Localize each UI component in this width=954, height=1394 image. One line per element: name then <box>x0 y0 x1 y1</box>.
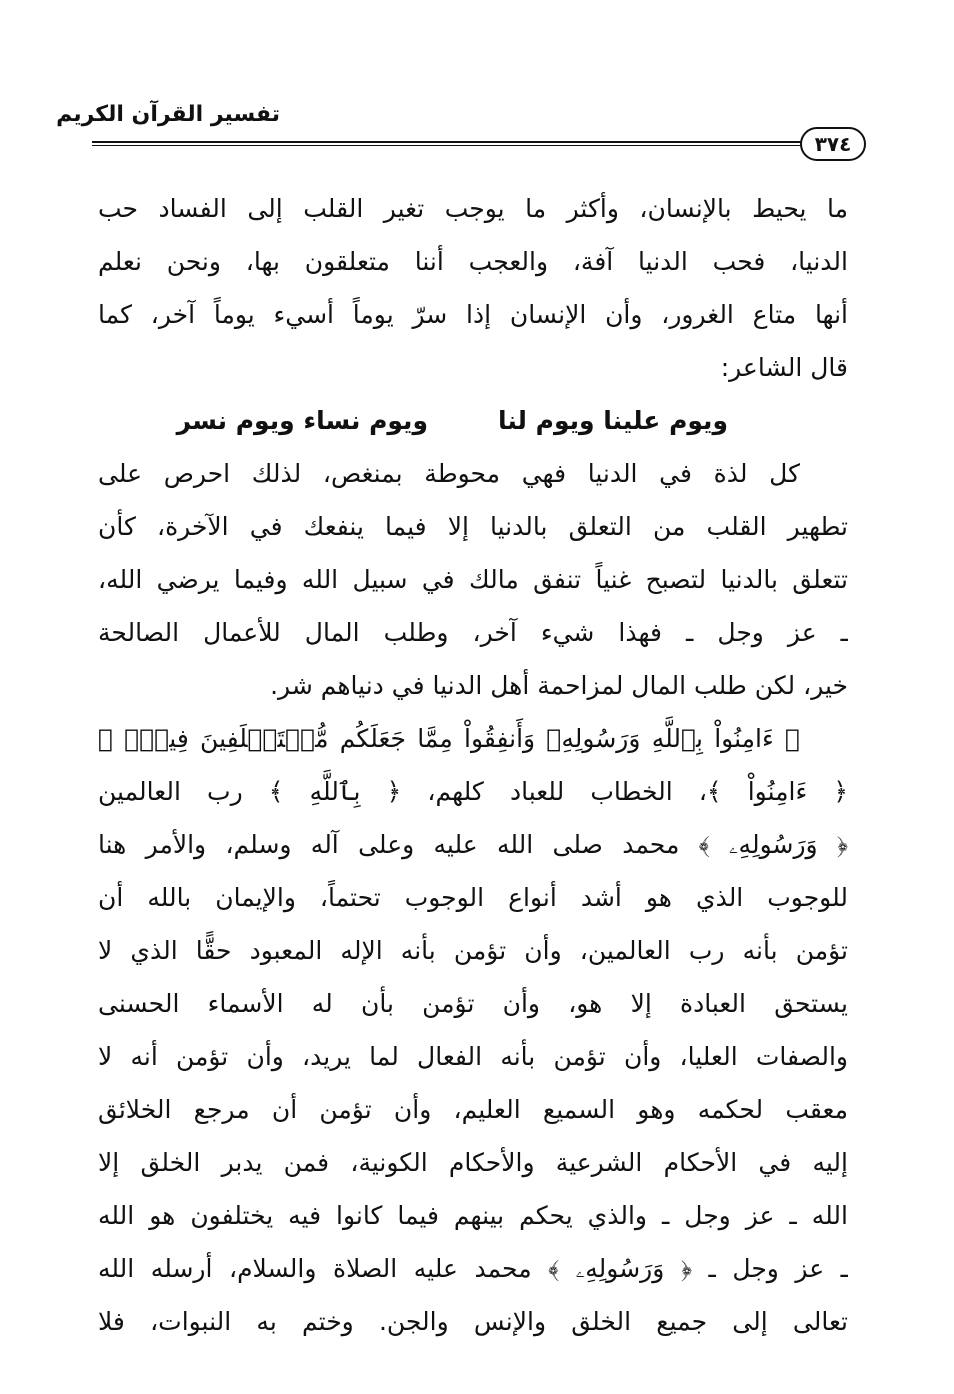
text-line: خير، لكن طلب المال لمزاحمة أهل الدنيا في دنياهم شر. <box>270 671 848 700</box>
text-line: تعالى إلى جميع الخلق والإنس والجن. وختم به النبوات، فلا <box>98 1307 848 1336</box>
text-line: ـ عز وجل ـ فهذا شيء آخر، وطلب المال للأعمال الصالحة <box>98 618 848 647</box>
header-rule <box>92 141 807 146</box>
text-line: أنها متاع الغرور، وأن الإنسان إذا سرّ يوماً أسيء يوماً آخر، كما <box>98 300 848 329</box>
text-line: ما يحيط بالإنسان، وأكثر ما يوجب تغير القلب إلى الفساد حب <box>98 194 848 223</box>
text-line: يستحق العبادة إلا هو، وأن تؤمن بأن له الأسماء الحسنى <box>98 989 848 1018</box>
text-line: الله ـ عز وجل ـ والذي يحكم بينهم فيما كانوا فيه يختلفون هو الله <box>98 1201 848 1230</box>
text-line: الدنيا، فحب الدنيا آفة، والعجب أننا متعلقون بها، ونحن نعلم <box>98 247 848 276</box>
text-line: قال الشاعر: <box>720 353 848 382</box>
text-line: للوجوب الذي هو أشد أنواع الوجوب تحتماً، والإيمان بالله أن <box>98 883 848 912</box>
text-line: كل لذة في الدنيا فهي محوطة بمنغص، لذلك احرص على <box>98 459 800 488</box>
poem-hemistich-second: ويوم نساء ويوم نسر <box>176 406 428 435</box>
text-line: معقب لحكمه وهو السميع العليم، وأن تؤمن أن مرجع الخلائق <box>98 1095 848 1124</box>
body-text <box>98 182 848 1348</box>
poem-verse <box>98 394 848 447</box>
page-number: ٣٧٤ <box>800 127 866 161</box>
text-line: ﴿ وَرَسُولِهِۦ ﴾ محمد صلى الله عليه وعلى آله وسلم، والأمر هنا <box>98 830 848 859</box>
text-line: تتعلق بالدنيا لتصبح غنياً تنفق مالك في سبيل الله وفيما يرضي الله، <box>98 565 848 594</box>
quran-verse-line: ﴿ ءَامِنُواْ بِٱللَّهِ وَرَسُولِهِۦ وَأَنفِقُواْ مِمَّا جَعَلَكُم مُّسۡتَخۡلَفِينَ فِيهِۖ ﴾ <box>98 724 800 753</box>
text-line: ـ عز وجل ـ ﴿ وَرَسُولِهِۦ ﴾ محمد عليه الصلاة والسلام، أرسله الله <box>98 1254 848 1283</box>
running-title: تفسير القرآن الكريم <box>56 102 280 127</box>
poem-hemistich-first: ويوم علينا ويوم لنا <box>497 406 728 435</box>
text-line: تطهير القلب من التعلق بالدنيا إلا فيما ينفعك في الآخرة، كأن <box>98 512 848 541</box>
text-line: تؤمن بأنه رب العالمين، وأن تؤمن بأنه الإله المعبود حقًّا الذي لا <box>98 936 848 965</box>
text-line: إليه في الأحكام الشرعية والأحكام الكونية، فمن يدبر الخلق إلا <box>98 1148 848 1177</box>
text-line: ﴿ ءَامِنُواْ ﴾، الخطاب للعباد كلهم، ﴿ بِٱللَّهِ ﴾ رب العالمين <box>98 777 848 806</box>
text-line: والصفات العليا، وأن تؤمن بأنه الفعال لما يريد، وأن تؤمن أنه لا <box>98 1042 848 1071</box>
